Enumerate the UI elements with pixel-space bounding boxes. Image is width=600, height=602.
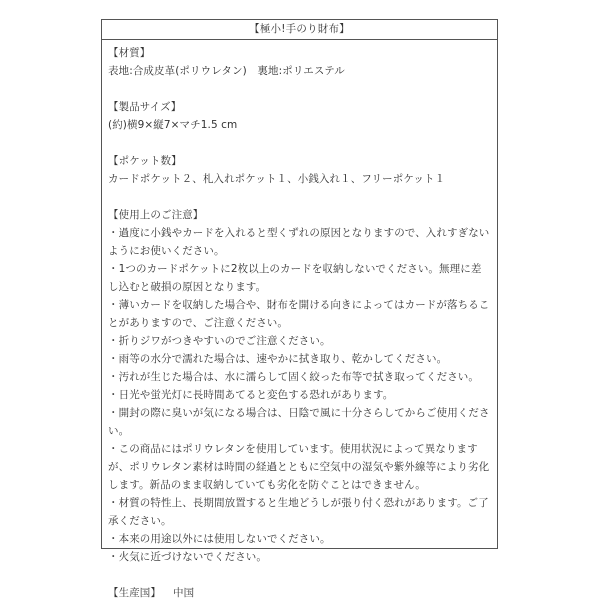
- caution-item: ・この商品にはポリウレタンを使用しています。使用状況によって異なりますが、ポリウレタン素材は時間の経過とともに空気中の湿気や紫外線等により劣化します。新品のまま収納していても劣化を防ぐことはできません。: [108, 443, 490, 491]
- caution-item: ・火気に近づけないでください。: [108, 551, 267, 563]
- product-spec-table: [101, 19, 498, 599]
- caution-item: ・折りジワがつきやすいのでご注意ください。: [108, 335, 331, 347]
- pockets-section: [108, 152, 491, 188]
- cautions-section: [108, 206, 491, 566]
- origin-section: [108, 584, 491, 602]
- size-section: [108, 98, 491, 134]
- material-section: [108, 44, 491, 80]
- caution-item: ・雨等の水分で濡れた場合は、速やかに拭き取り、乾かしてください。: [108, 353, 448, 365]
- caution-item: ・薄いカードを収納した場合や、財布を開ける向きによってはカードが落ちることがありますので、ご注意ください。: [108, 299, 490, 329]
- caution-item: ・汚れが生じた場合は、水に濡らして固く絞った布等で拭き取ってください。: [108, 371, 479, 383]
- spec-body: [102, 40, 497, 602]
- size-heading: 【製品サイズ】: [108, 101, 182, 113]
- caution-item: ・材質の特性上、長期間放置すると生地どうしが張り付く恐れがあります。ご了承ください。: [108, 497, 489, 527]
- size-text: (約)横9×縦7×マチ1.5 cm: [108, 119, 238, 131]
- material-text: 表地:合成皮革(ポリウレタン) 裏地:ポリエステル: [108, 65, 345, 77]
- caution-item: ・本来の用途以外には使用しないでください。: [108, 533, 331, 545]
- material-heading: 【材質】: [108, 47, 151, 59]
- pockets-heading: 【ポケット数】: [108, 155, 182, 167]
- origin-value: 中国: [173, 587, 195, 599]
- cautions-heading: 【使用上のご注意】: [108, 209, 204, 221]
- origin-heading: 【生産国】: [108, 587, 161, 599]
- caution-item: ・1つのカードポケットに2枚以上のカードを収納しないでください。無理に差し込むと破損の原因となります。: [108, 263, 482, 293]
- caution-item: ・過度に小銭やカードを入れると型くずれの原因となりますので、入れすぎないようにお使いください。: [108, 227, 490, 257]
- caution-item: ・開封の際に臭いが気になる場合は、日陰で風に十分さらしてからご使用ください。: [108, 407, 490, 437]
- caution-item: ・日光や蛍光灯に長時間あてると変色する恐れがあります。: [108, 389, 394, 401]
- pockets-text: カードポケット２、札入れポケット１、小銭入れ１、フリーポケット１: [108, 173, 446, 185]
- spec-title: 【極小!手のり財布】: [102, 20, 497, 40]
